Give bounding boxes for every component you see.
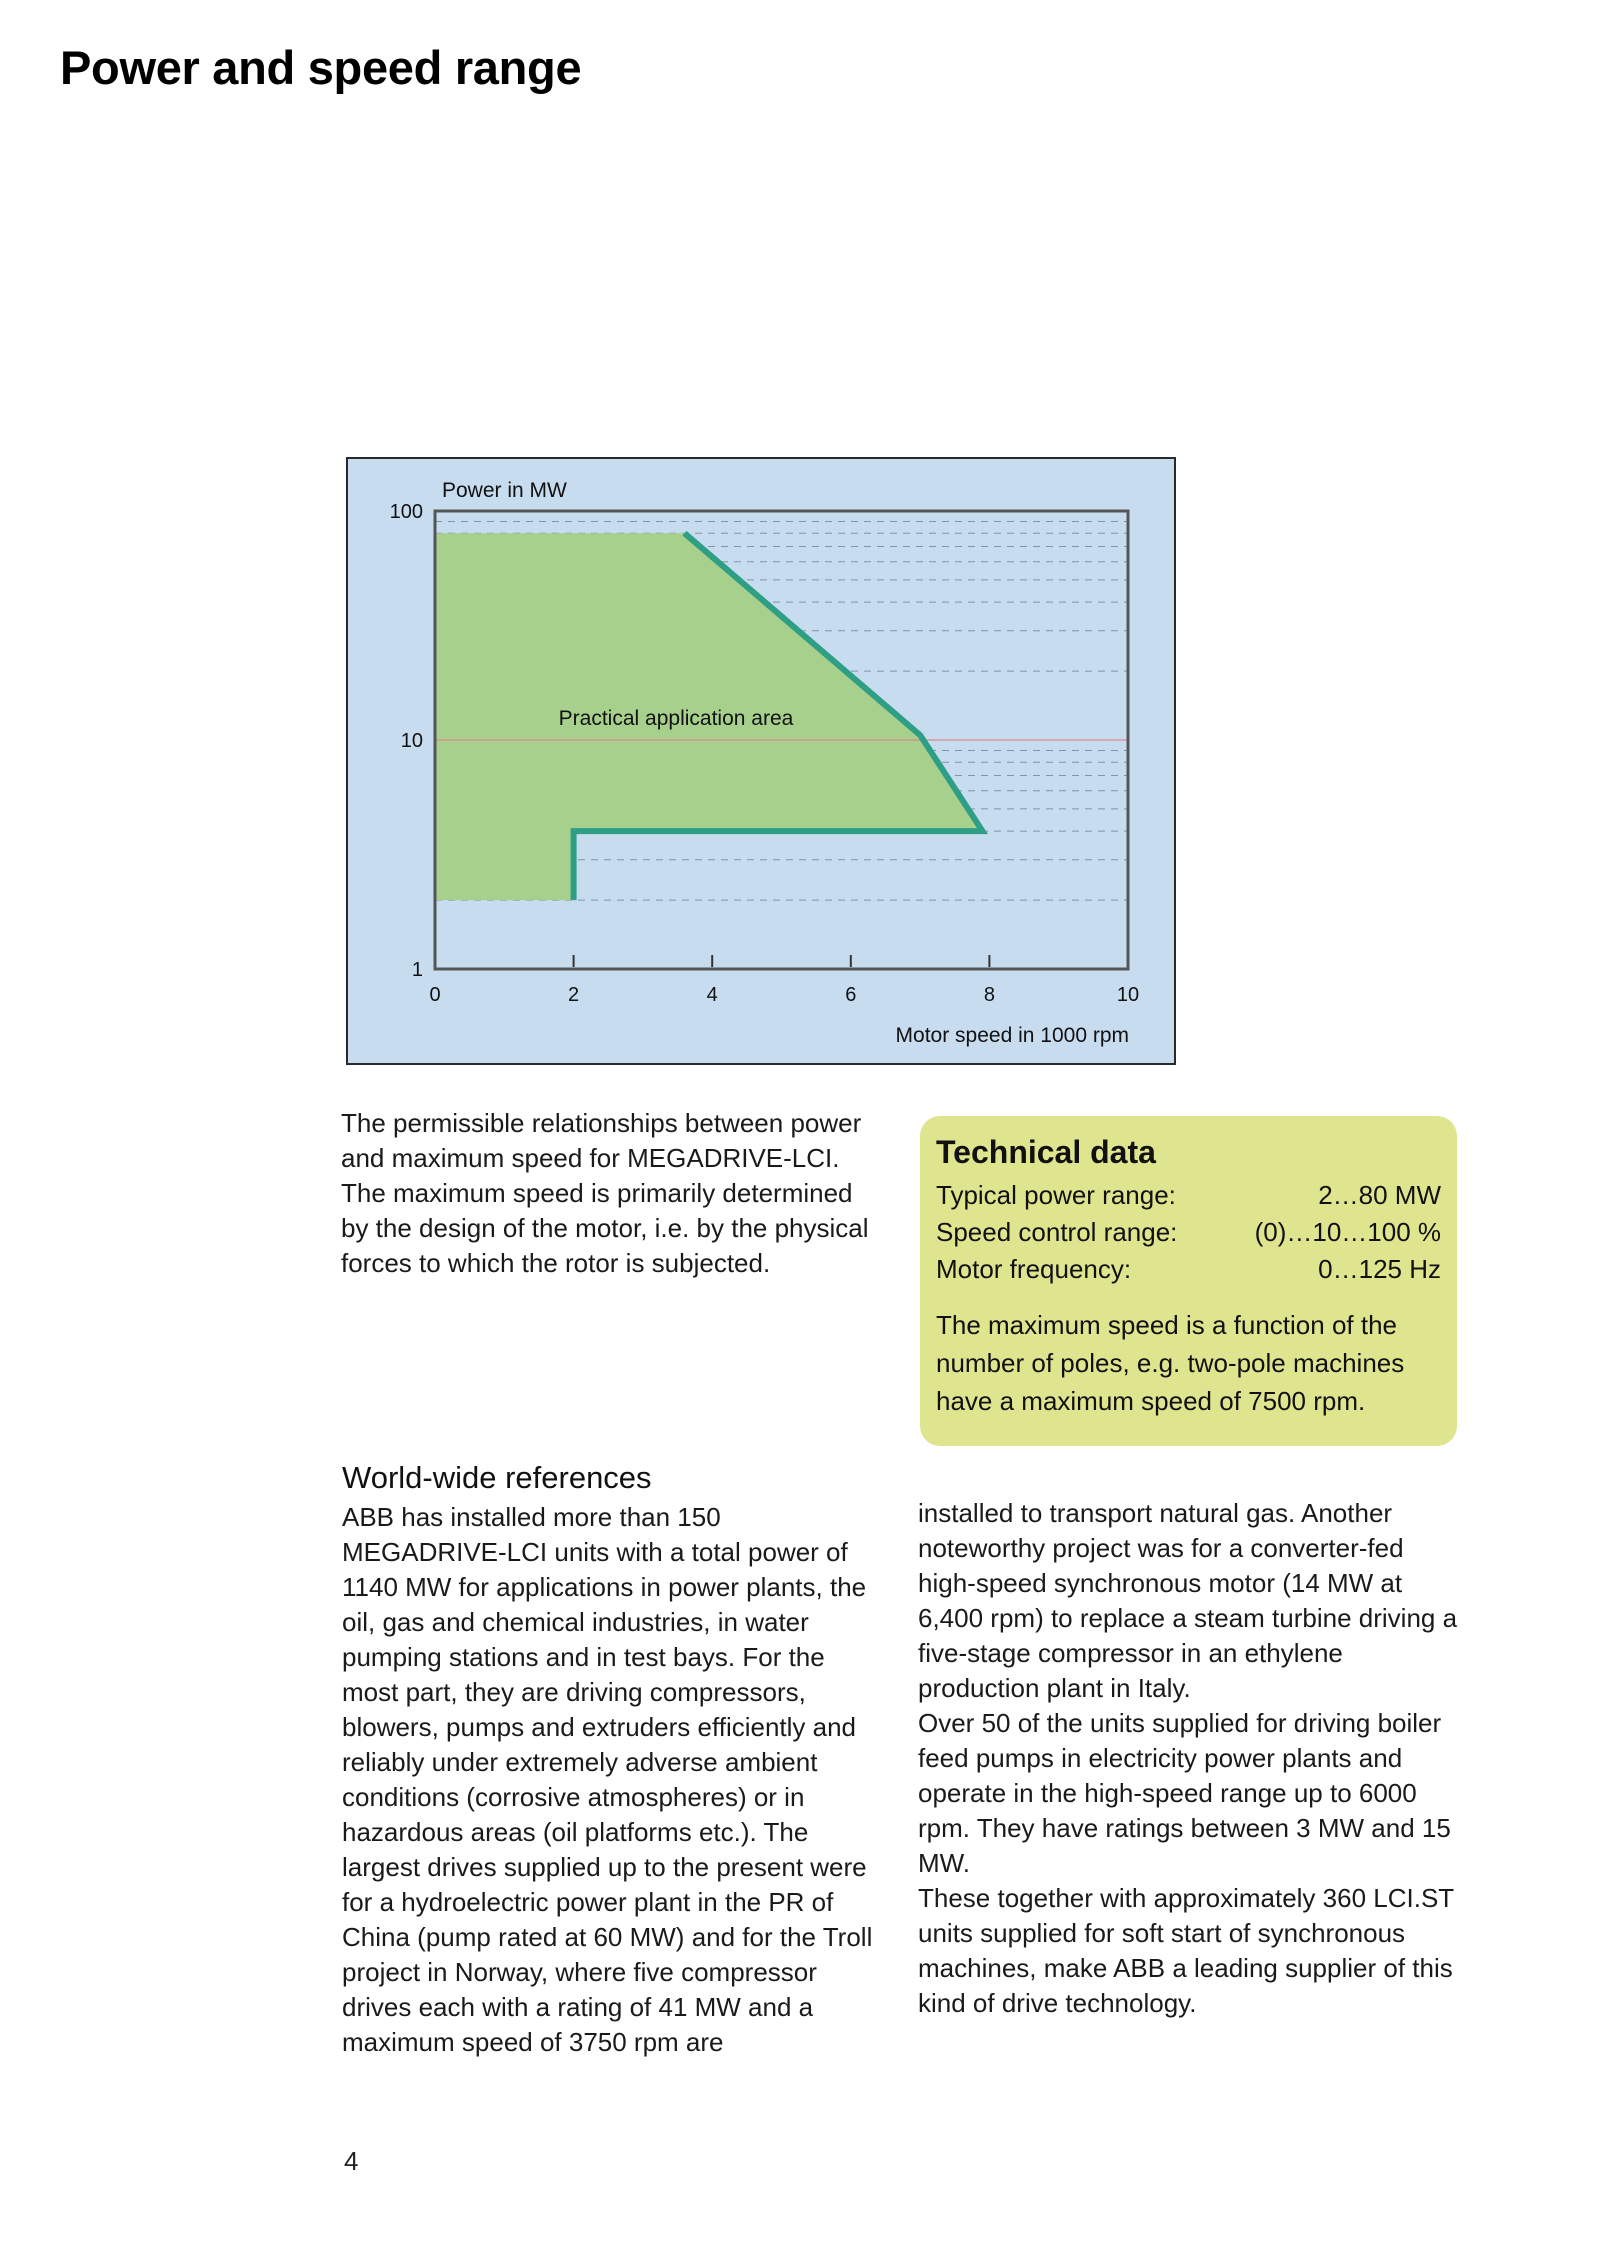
references-heading: World-wide references [342,1460,652,1495]
tech-row-power [936,1177,1441,1214]
references-paragraph: Over 50 of the units supplied for driving boiler feed pumps in electricity power plants and operate in the high-speed range up to 6000 rpm. They have ratings between 3 MW and 15 MW. [918,1708,1451,1878]
references-paragraph: These together with approximately 360 LCI.ST units supplied for soft start of synchronous machines, make ABB a leading supplier of this kind of drive technology. [918,1883,1454,2018]
tech-value: (0)…10…100 % [1254,1217,1441,1247]
tech-label: Motor frequency: [936,1254,1132,1284]
y-tick-label: 1 [411,959,423,981]
x-tick-label: 0 [429,984,441,1006]
technical-data-title: Technical data [936,1134,1156,1170]
y-axis-label: Power in MW [442,479,567,502]
tech-label: Speed control range: [936,1217,1178,1247]
page-title: Power and speed range [60,41,582,94]
chart-canvas [346,457,1176,1065]
x-axis-label: Motor speed in 1000 rpm [895,1024,1129,1047]
references-right-column [918,1496,1468,2021]
tech-label: Typical power range: [936,1180,1176,1210]
tech-value: 2…80 MW [1318,1180,1441,1210]
page-number: 4 [344,2146,359,2176]
y-tick-label: 100 [389,501,423,523]
x-tick-label: 4 [706,984,718,1006]
technical-note: The maximum speed is a function of the number of poles, e.g. two-pole machines have a maximum speed of 7500 rpm. [936,1310,1405,1416]
tech-value: 0…125 Hz [1318,1254,1441,1284]
y-tick-label: 10 [400,730,423,752]
references-left-column: ABB has installed more than 150 MEGADRIVE-LCI units with a total power of 1140 MW for applications in power plants, the oil, gas and chemical industries, in water pumping stations and in test bays. For the most part, they are driving compressors, blowers, pumps and extruders efficiently and reliably under extremely adverse ambient conditions (corrosive atmospheres) or in hazardous areas (oil platforms etc.). The largest drives supplied up to the present were for a hydroelectric power plant in the PR of China (pump rated at 60 MW) and for the Troll project in Norway, where five compressor drives each with a rating of 41 MW and a maximum speed of 3750 rpm are [342,1502,873,2057]
intro-text: The permissible relationships between power and maximum speed for MEGADRIVE-LCI. The maximum speed is primarily determined by the design of the motor, i.e. by the physical forces to which the rotor is subjected. [341,1108,869,1278]
x-tick-label: 10 [1116,984,1140,1006]
x-tick-label: 6 [845,984,857,1006]
tech-row-frequency [936,1251,1441,1288]
x-tick-label: 8 [983,984,995,1006]
area-label: Practical application area [558,707,794,730]
technical-data-box [920,1116,1457,1446]
references-paragraph: installed to transport natural gas. Another noteworthy project was for a converter-fed high-speed synchronous motor (14 MW at 6,400 rpm) to replace a steam turbine driving a five-stage compressor in an ethylene production plant in Italy. [918,1498,1458,1703]
power-speed-chart [346,457,1176,1065]
tech-row-speed [936,1214,1441,1251]
x-tick-label: 2 [568,984,580,1006]
